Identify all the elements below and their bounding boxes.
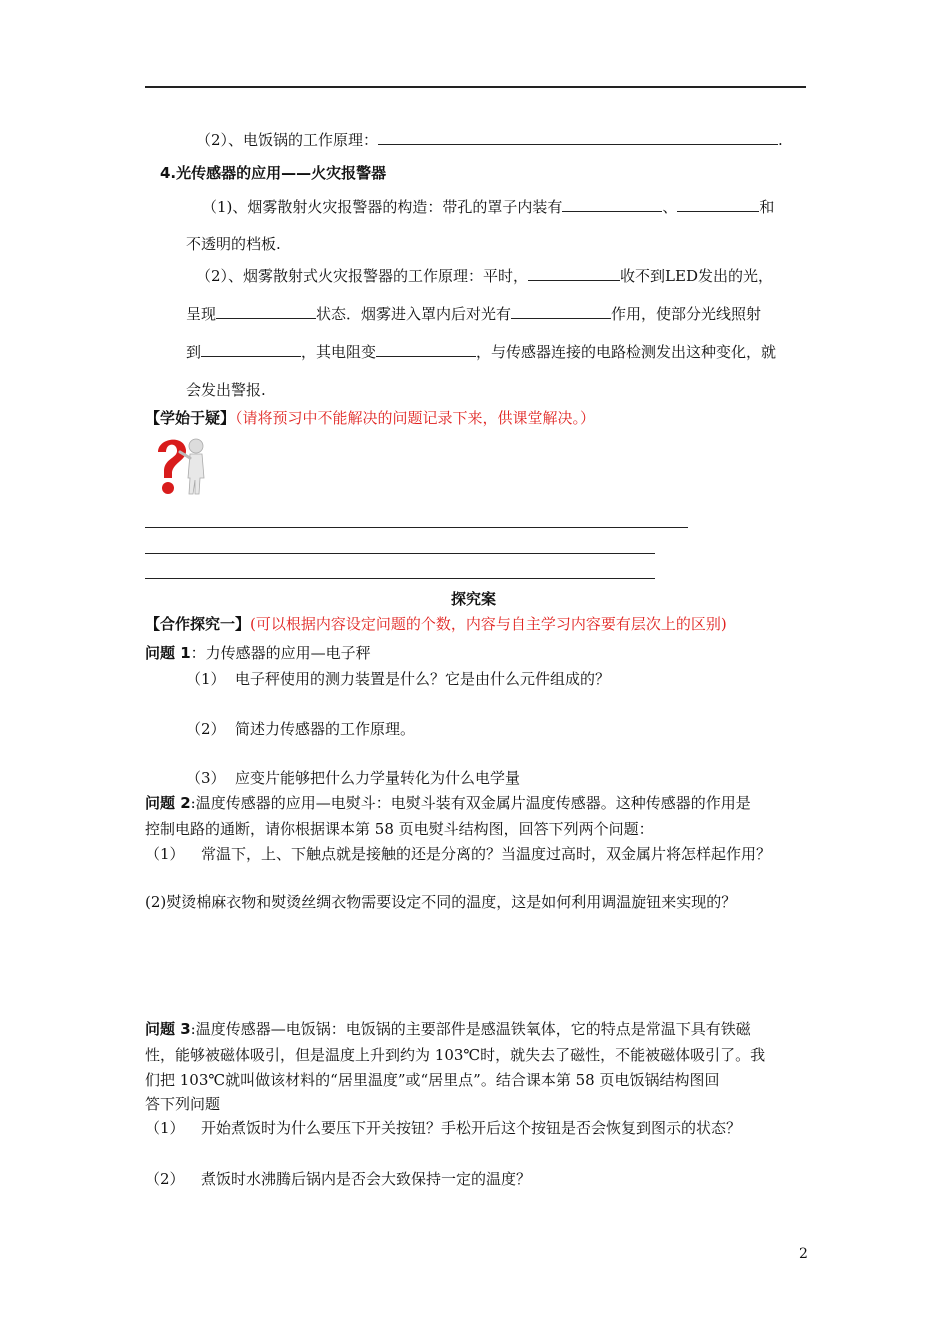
question-mark-person-icon	[148, 430, 218, 498]
answer-line	[145, 578, 655, 579]
question-2-1: （1） 常温下，上、下触点就是接触的还是分离的？当温度过高时，双金属片将怎样起作用？	[145, 845, 772, 863]
blank	[677, 197, 759, 212]
coop-header: 【合作探究一】(可以根据内容设定问题的个数，内容与自主学习内容要有层次上的区别)	[145, 615, 727, 633]
alarm-structure-line-2: 不透明的档板.	[186, 235, 281, 253]
question-2-2: (2)熨烫棉麻衣物和熨烫丝绸衣物需要设定不同的温度，这是如何利用调温旋钮来实现的？	[145, 893, 737, 911]
alarm-principle-line-2: 呈现 状态．烟雾进入罩内后对光有 作用，使部分光线照射	[186, 305, 762, 323]
question-3-line-3: 们把 103℃就叫做该材料的“居里温度”或“居里点”。结合课本第 58 页电饭锅结构图回	[145, 1071, 720, 1089]
question-1-2: （2） 简述力传感器的工作原理。	[186, 720, 416, 738]
question-2: 问题 2:温度传感器的应用—电熨斗：电熨斗装有双金属片温度传感器。这种传感器的作用是	[145, 794, 751, 812]
blank	[376, 342, 476, 357]
page-number: 2	[799, 1246, 808, 1262]
section-title: 探究案	[451, 590, 497, 608]
question-1: 问题 1：力传感器的应用—电子秤	[145, 644, 371, 662]
blank	[378, 130, 778, 145]
alarm-principle-line-4: 会发出警报.	[186, 381, 266, 399]
question-1-1: （1） 电子秤使用的测力装置是什么？它是由什么元件组成的？	[186, 670, 611, 688]
doubt-header: 【学始于疑】（请将预习中不能解决的问题记录下来，供课堂解决。）	[145, 409, 596, 427]
answer-line	[145, 527, 688, 528]
question-3-line-4: 答下列问题	[145, 1095, 221, 1113]
blank	[201, 342, 301, 357]
question-3-line-2: 性，能够被磁体吸引，但是温度上升到约为 103℃时，就失去了磁性，不能被磁体吸引了。我	[145, 1046, 766, 1064]
question-3: 问题 3:温度传感器—电饭锅：电饭锅的主要部件是感温铁氧体，它的特点是常温下具有铁磁	[145, 1020, 751, 1038]
rice-cooker-principle-line: （2）、电饭锅的工作原理： .	[196, 131, 783, 149]
alarm-principle-line-1: （2）、烟雾散射式火灾报警器的工作原理：平时， 收不到LED发出的光，	[196, 267, 773, 285]
section-4-heading: 4.光传感器的应用——火灾报警器	[160, 164, 387, 182]
blank	[216, 304, 316, 319]
question-3-2: （2） 煮饭时水沸腾后锅内是否会大致保持一定的温度？	[145, 1170, 532, 1188]
question-1-3: （3） 应变片能够把什么力学量转化为什么电学量	[186, 769, 521, 787]
alarm-principle-line-3: 到 ，其电阻变 ，与传感器连接的电路检测发出这种变化，就	[186, 343, 777, 361]
blank	[528, 266, 620, 281]
alarm-structure-line: （1)、烟雾散射火灾报警器的构造：带孔的罩子内装有 、 和	[202, 198, 775, 216]
question-2-line-2: 控制电路的通断，请你根据课本第 58 页电熨斗结构图，回答下列两个问题：	[145, 820, 654, 838]
question-3-1: （1） 开始煮饭时为什么要压下开关按钮？手松开后这个按钮是否会恢复到图示的状态？	[145, 1119, 742, 1137]
blank	[511, 304, 611, 319]
blank	[562, 197, 662, 212]
top-rule	[145, 86, 806, 88]
answer-line	[145, 553, 655, 554]
